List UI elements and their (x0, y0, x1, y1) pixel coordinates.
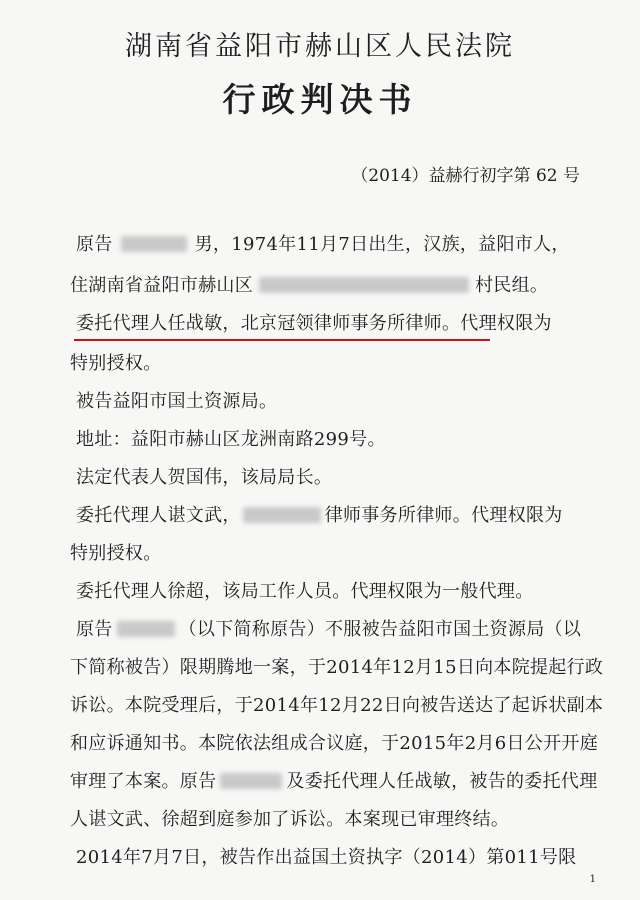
defendant-agent-1-name: 委托代理人谌文武， (76, 505, 241, 526)
legal-representative: 法定代表人贺国伟，该局局长。 (76, 467, 333, 488)
highlight-underline (74, 339, 490, 341)
case-paragraph-line-4: 和应诉通知书。本院依法组成合议庭，于2015年2月6日公开开庭 (70, 733, 599, 754)
redacted-name (121, 236, 187, 252)
defendant-agent-2: 委托代理人徐超，该局工作人员。代理权限为一般代理。 (76, 581, 534, 602)
redacted-firm (243, 507, 321, 523)
plaintiff-info: 男，1974年11月7日出生，汉族，益阳市人， (194, 234, 570, 255)
case-paragraph-line-2: 下简称被告）限期腾地一案，于2014年12月15日向本院提起行政 (70, 657, 604, 678)
defendant-agent-1-authority: 特别授权。 (70, 543, 162, 564)
case-paragraph-line-1 (76, 617, 581, 643)
case-paragraph-line-5 (70, 769, 598, 795)
plaintiff-label: 原告 (76, 234, 113, 255)
defendant-agent-1 (76, 503, 563, 529)
defendant-address: 地址：益阳市赫山区龙洲南路299号。 (76, 429, 386, 450)
redacted-name-3 (220, 773, 282, 789)
case-paragraph-line-3: 诉讼。本院受理后，于2014年12月22日向被告送达了起诉状副本 (70, 695, 604, 716)
facts-paragraph-line-1: 2014年7月7日，被告作出益国土资执字（2014）第011号限 (76, 847, 577, 868)
defendant-agent-1-firm: 律师事务所律师。代理权限为 (324, 505, 563, 526)
court-name: 湖南省益阳市赫山区人民法院 (125, 31, 515, 62)
case-text-1: （以下简称原告）不服被告益阳市国土资源局（以 (178, 619, 582, 640)
redacted-name-2 (117, 621, 175, 637)
redacted-address (259, 277, 469, 293)
case-text-5a: 审理了本案。原告 (70, 771, 217, 792)
case-number: （2014）益赫行初字第 62 号 (351, 166, 580, 186)
page-number: 1 (589, 874, 596, 885)
case-plaintiff-label: 原告 (76, 619, 113, 640)
case-text-5b: 及委托代理人任战敏，被告的委托代理 (286, 771, 598, 792)
defendant-line: 被告益阳市国土资源局。 (76, 391, 278, 412)
document-title: 行政判决书 (222, 80, 418, 119)
plaintiff-agent-line: 委托代理人任战敏，北京冠领律师事务所律师。代理权限为 (76, 313, 552, 334)
plaintiff-line (76, 232, 570, 258)
plaintiff-address: 住湖南省益阳市赫山区 (70, 275, 253, 296)
case-paragraph-line-6: 人谌文武、徐超到庭参加了诉讼。本案现已审理终结。 (70, 809, 510, 830)
plaintiff-address-end: 村民组。 (475, 275, 549, 296)
plaintiff-address-line (70, 273, 548, 299)
plaintiff-agent-authority: 特别授权。 (70, 353, 162, 374)
